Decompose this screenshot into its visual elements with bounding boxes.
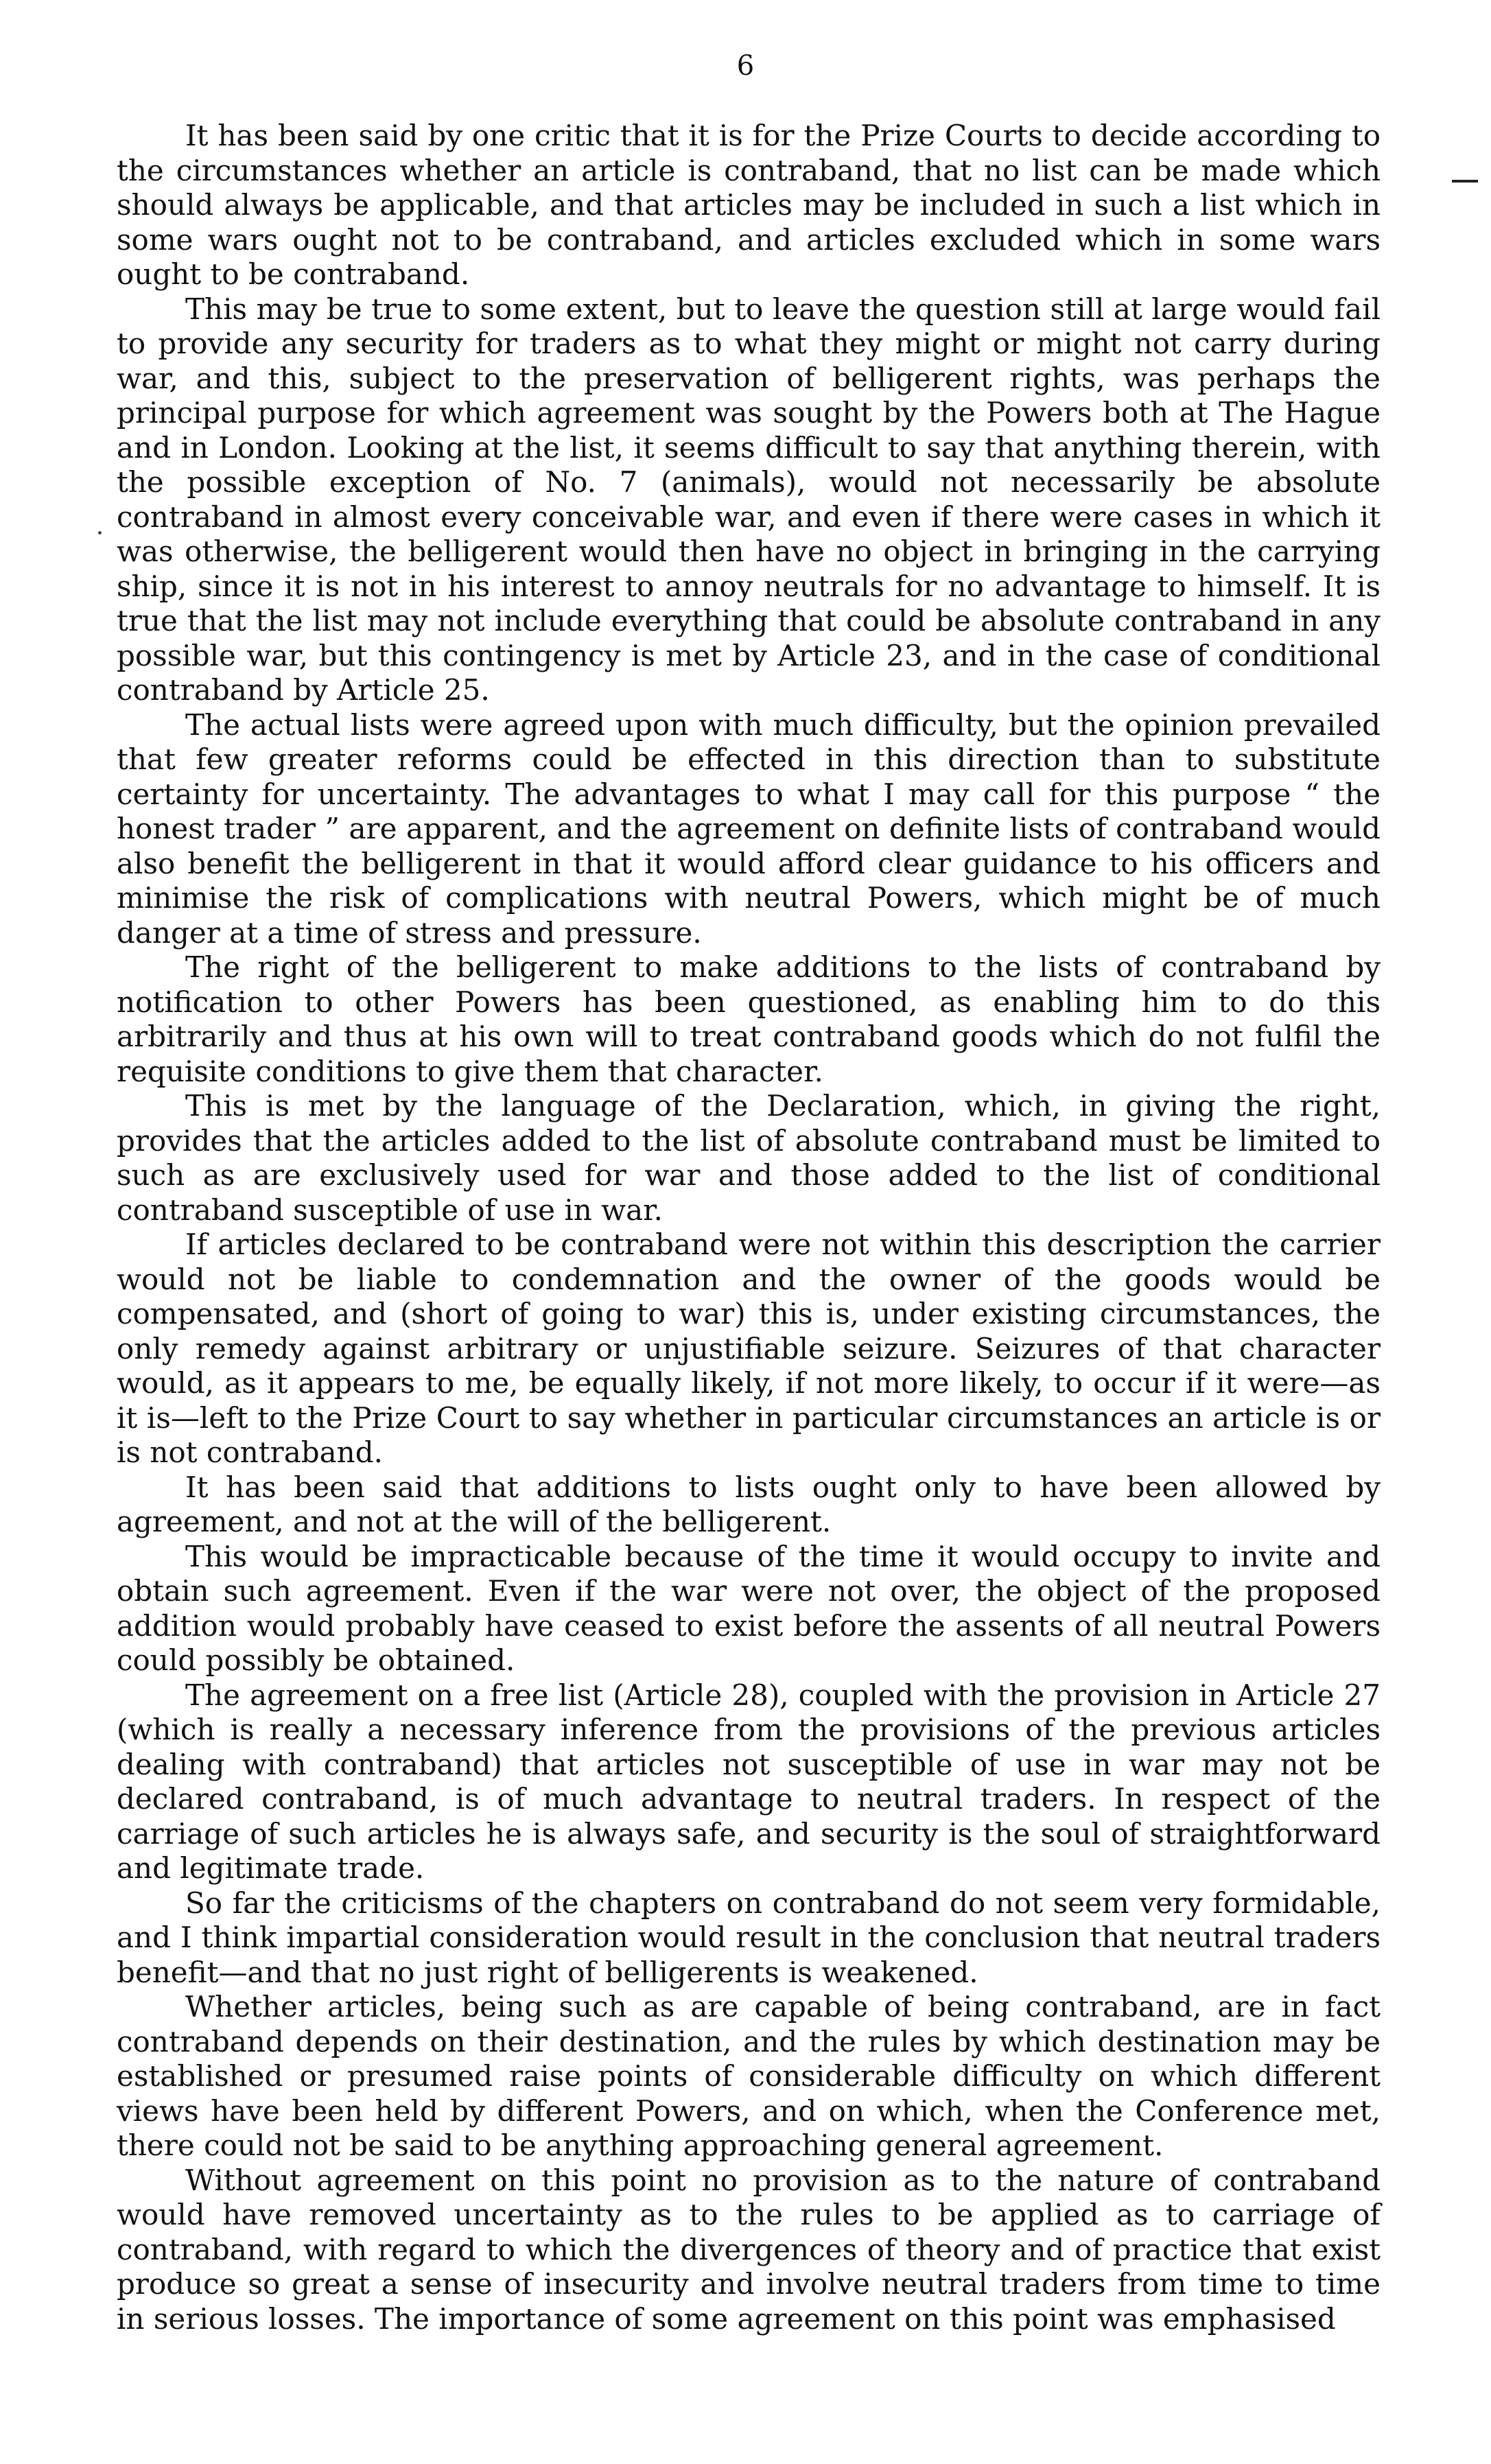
paragraph: If articles declared to be contraband were not within this description the carrier would not be liable to condemnation and the owner of the goods would be compensated, and (short of going to war) this is, under existing circumstances, the only remedy against arbitrary or unjustifiable seizure. Seizures of that character would, as it appears to me, be equally likely, if not more likely, to occur if it were—as it is—left to the Prize Court to say whether in particular circumstances an article is or is not contraband. xyxy=(117,1228,1381,1469)
paragraph: This is met by the language of the Declaration, which, in giving the right, provides that the articles added to the list of absolute contraband must be limited to such as are exclusively used for war and those added to the list of conditional contraband susceptible of use in war. xyxy=(117,1089,1381,1227)
margin-mark xyxy=(1452,180,1478,183)
paragraph: This would be impracticable because of the time it would occupy to invite and obtain such agreement. Even if the war were not over, the object of the proposed addition would probably have ceased to exist before the assents of all neutral Powers could possibly be obtained. xyxy=(117,1539,1381,1677)
ink-speck xyxy=(98,531,102,535)
paragraph: This may be true to some extent, but to leave the question still at large would fail to provide any security for traders as to what they might or might not carry during war, and this, subject to the preservation of belligerent rights, was perhaps the principal purpose for which agreement was sought by the Powers both at The Hague and in London. Looking at the list, it seems difficult to say that anything therein, with the possible exception of No. 7 (animals), would not necessarily be absolute contraband in almost every conceivable war, and even if there were cases in which it was otherwise, the belligerent would then have no object in bringing in the carrying ship, since it is not in his interest to annoy neutrals for no advantage to himself. It is true that the list may not include everything that could be absolute contraband in any possible war, but this contingency is met by Article 23, and in the case of conditional contraband by Article 25. xyxy=(117,292,1381,707)
body-text xyxy=(117,119,1381,2336)
paragraph: So far the criticisms of the chapters on contraband do not seem very formidable, and I think impartial consideration would result in the conclusion that neutral traders benefit—and that no just right of belligerents is weakened. xyxy=(117,1886,1381,1989)
paragraph: The agreement on a free list (Article 28), coupled with the provision in Article 27 (which is really a necessary inference from the provisions of the previous articles dealing with contraband) that articles not susceptible of use in war may not be declared contraband, is of much advantage to neutral traders. In respect of the carriage of such articles he is always safe, and security is the soul of straightforward and legitimate trade. xyxy=(117,1678,1381,1885)
paragraph: It has been said by one critic that it is for the Prize Courts to decide according to the circumstances whether an article is contraband, that no list can be made which should always be applicable, and that articles may be included in such a list which in some wars ought not to be contraband, and articles excluded which in some wars ought to be contraband. xyxy=(117,119,1381,291)
paragraph: Without agreement on this point no provision as to the nature of contraband would have removed uncertainty as to the rules to be applied as to carriage of contraband, with regard to which the divergences of theory and of practice that exist produce so great a sense of insecurity and involve neutral traders from time to time in serious losses. The importance of some agreement on this point was emphasised xyxy=(117,2163,1381,2336)
paragraph: The actual lists were agreed upon with much difficulty, but the opinion prevailed that few greater reforms could be effected in this direction than to substitute certainty for uncertainty. The advantages to what I may call for this purpose “ the honest trader ” are apparent, and the agreement on definite lists of contraband would also benefit the belligerent in that it would afford clear guidance to his officers and minimise the risk of complications with neutral Powers, which might be of much danger at a time of stress and pressure. xyxy=(117,707,1381,950)
paragraph: The right of the belligerent to make additions to the lists of contraband by notification to other Powers has been questioned, as enabling him to do this arbitrarily and thus at his own will to treat contraband goods which do not fulfil the requisite conditions to give them that character. xyxy=(117,950,1381,1088)
paragraph: It has been said that additions to lists ought only to have been allowed by agreement, and not at the will of the belligerent. xyxy=(117,1470,1381,1538)
paragraph: Whether articles, being such as are capable of being contraband, are in fact contraband depends on their destination, and the rules by which destination may be established or presumed raise points of considerable difficulty on which different views have been held by different Powers, and on which, when the Conference met, there could not be said to be anything approaching general agreement. xyxy=(117,1990,1381,2162)
page-number: 6 xyxy=(736,50,755,82)
